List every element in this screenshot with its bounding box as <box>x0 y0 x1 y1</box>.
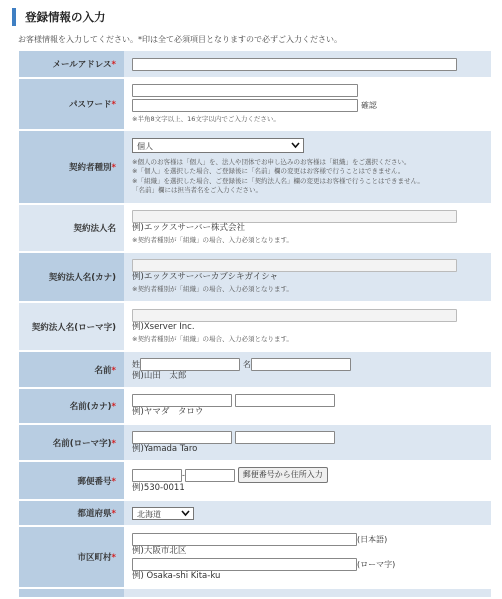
name-example: 例)山田 太郎 <box>132 370 187 381</box>
required-mark: * <box>111 402 116 412</box>
corp-name-kana-note: ※契約者種別が「組織」の場合、入力必須となります。 <box>132 285 293 294</box>
last-name-roman-input[interactable] <box>132 431 232 444</box>
prefecture-select[interactable] <box>132 507 194 520</box>
contract-type-note-4: 「名前」欄には担当者名をご入力ください。 <box>132 186 262 194</box>
row-name-roman <box>19 424 491 461</box>
contract-type-select[interactable] <box>132 138 304 153</box>
email-label: メールアドレス <box>52 60 112 70</box>
name-roman-label: 名前(ローマ字) <box>52 438 112 449</box>
value-corp-name-kana <box>124 252 491 302</box>
row-corp-name-roman <box>19 302 491 351</box>
password-label: パスワード <box>69 100 112 110</box>
postal-lookup-button[interactable]: 郵便番号から住所入力 <box>238 467 328 483</box>
city-jp-example: 例)大阪市北区 <box>132 546 187 556</box>
row-password <box>19 78 491 130</box>
value-corp-name <box>124 204 491 252</box>
email-input[interactable] <box>132 58 457 71</box>
corp-name-input[interactable] <box>132 210 457 223</box>
city-roman-example: 例) Osaka-shi Kita-ku <box>132 571 221 581</box>
corp-name-label: 契約法人名 <box>73 224 116 234</box>
label-city <box>19 526 124 588</box>
required-mark: * <box>111 60 116 70</box>
password-note: ※半角8文字以上、16文字以内でご入力ください。 <box>132 114 280 123</box>
value-password <box>124 78 491 130</box>
first-name-kana-input[interactable] <box>235 394 335 407</box>
city-roman-suffix: (ローマ字) <box>357 560 396 569</box>
row-email <box>19 51 491 78</box>
required-mark: * <box>111 553 116 563</box>
password-confirm-label: 確認 <box>360 100 377 110</box>
last-name-kana-input[interactable] <box>132 394 232 407</box>
chevron-down-icon <box>181 508 190 521</box>
row-postal <box>19 461 491 500</box>
value-city <box>124 526 491 588</box>
label-corp-name-roman <box>19 302 124 351</box>
contract-type-note-3: ※「組織」を選択した場合、ご登録後に「契約法人名」欄の変更はお客様で行うことはできません。 <box>132 176 424 185</box>
corp-name-roman-input[interactable] <box>132 309 457 322</box>
required-mark: * <box>111 163 116 173</box>
last-name-prefix: 姓 <box>132 359 140 369</box>
label-email <box>19 51 124 78</box>
corp-name-roman-label: 契約法人名(ローマ字) <box>31 322 116 333</box>
city-roman-input[interactable] <box>132 558 357 571</box>
required-mark: * <box>111 438 116 449</box>
registration-form <box>19 51 491 599</box>
row-city <box>19 526 491 588</box>
value-prefecture <box>124 500 491 526</box>
corp-name-roman-example: 例)Xserver Inc. <box>132 321 195 332</box>
city-jp-suffix: (日本語) <box>357 535 388 544</box>
label-prefecture <box>19 500 124 526</box>
label-name <box>19 351 124 388</box>
contract-type-selected: 個人 <box>137 141 153 151</box>
first-name-input[interactable] <box>251 358 351 371</box>
row-name <box>19 351 491 388</box>
prefecture-label: 都道府県 <box>77 509 112 519</box>
row-name-kana <box>19 388 491 424</box>
name-kana-example: 例)ヤマダ タロウ <box>132 407 204 417</box>
corp-name-kana-input[interactable] <box>132 259 457 272</box>
required-mark: * <box>111 100 116 110</box>
postal-label: 郵便番号 <box>77 476 112 487</box>
city-label: 市区町村 <box>77 553 112 563</box>
postal-code-second-input[interactable] <box>185 469 235 482</box>
label-corp-name <box>19 204 124 252</box>
value-name <box>124 351 491 388</box>
postal-code-first-input[interactable] <box>132 469 182 482</box>
label-postal <box>19 461 124 500</box>
chevron-down-icon <box>291 139 300 154</box>
postal-example: 例)530-0011 <box>132 483 185 493</box>
value-corp-name-roman <box>124 302 491 351</box>
corp-name-kana-example: 例)エックスサーバーカブシキガイシャ <box>132 272 279 283</box>
password-confirm-input[interactable] <box>132 99 358 112</box>
value-email <box>124 51 491 78</box>
corp-name-note: ※契約者種別が「組織」の場合、入力必須となります。 <box>132 236 293 245</box>
password-input[interactable] <box>132 84 358 97</box>
name-label: 名前 <box>94 365 112 376</box>
corp-name-example: 例)エックスサーバー株式会社 <box>132 223 245 234</box>
name-kana-label: 名前(カナ) <box>69 402 112 412</box>
label-name-kana <box>19 388 124 424</box>
row-prefecture <box>19 500 491 526</box>
required-mark: * <box>111 365 116 376</box>
corp-name-kana-label: 契約法人名(カナ) <box>48 273 116 283</box>
label-password <box>19 78 124 130</box>
row-contract-type <box>19 130 491 204</box>
value-postal <box>124 461 491 500</box>
label-name-roman <box>19 424 124 461</box>
corp-name-roman-note: ※契約者種別が「組織」の場合、入力必須となります。 <box>132 334 293 343</box>
value-contract-type <box>124 130 491 204</box>
page-title: 登録情報の入力 <box>12 8 106 26</box>
contract-type-note-2: ※「個人」を選択した場合、ご登録後に「名前」欄の変更はお客様で行うことはできません。 <box>132 167 405 175</box>
value-name-roman <box>124 424 491 461</box>
required-mark: * <box>111 476 116 487</box>
postal-separator: - <box>182 470 185 480</box>
first-name-roman-input[interactable] <box>235 431 335 444</box>
label-corp-name-kana <box>19 252 124 302</box>
value-name-kana <box>124 388 491 424</box>
label-contract-type <box>19 130 124 204</box>
last-name-input[interactable] <box>140 358 240 371</box>
contract-type-note-1: ※個人のお客様は「個人」を、法人や団体でお申し込みのお客様は「組織」をご選択ください。 <box>132 157 411 166</box>
first-name-prefix: 名 <box>242 359 251 369</box>
row-corp-name-kana <box>19 252 491 302</box>
prefecture-selected: 北海道 <box>137 509 161 519</box>
required-mark: * <box>111 509 116 519</box>
city-jp-input[interactable] <box>132 533 357 546</box>
name-roman-example: 例)Yamada Taro <box>132 443 198 454</box>
contract-type-label: 契約者種別 <box>69 163 112 173</box>
intro-text: お客様情報を入力してください。*印は全て必須項目となりますので必ずご入力ください。 <box>18 35 342 44</box>
row-corp-name <box>19 204 491 252</box>
